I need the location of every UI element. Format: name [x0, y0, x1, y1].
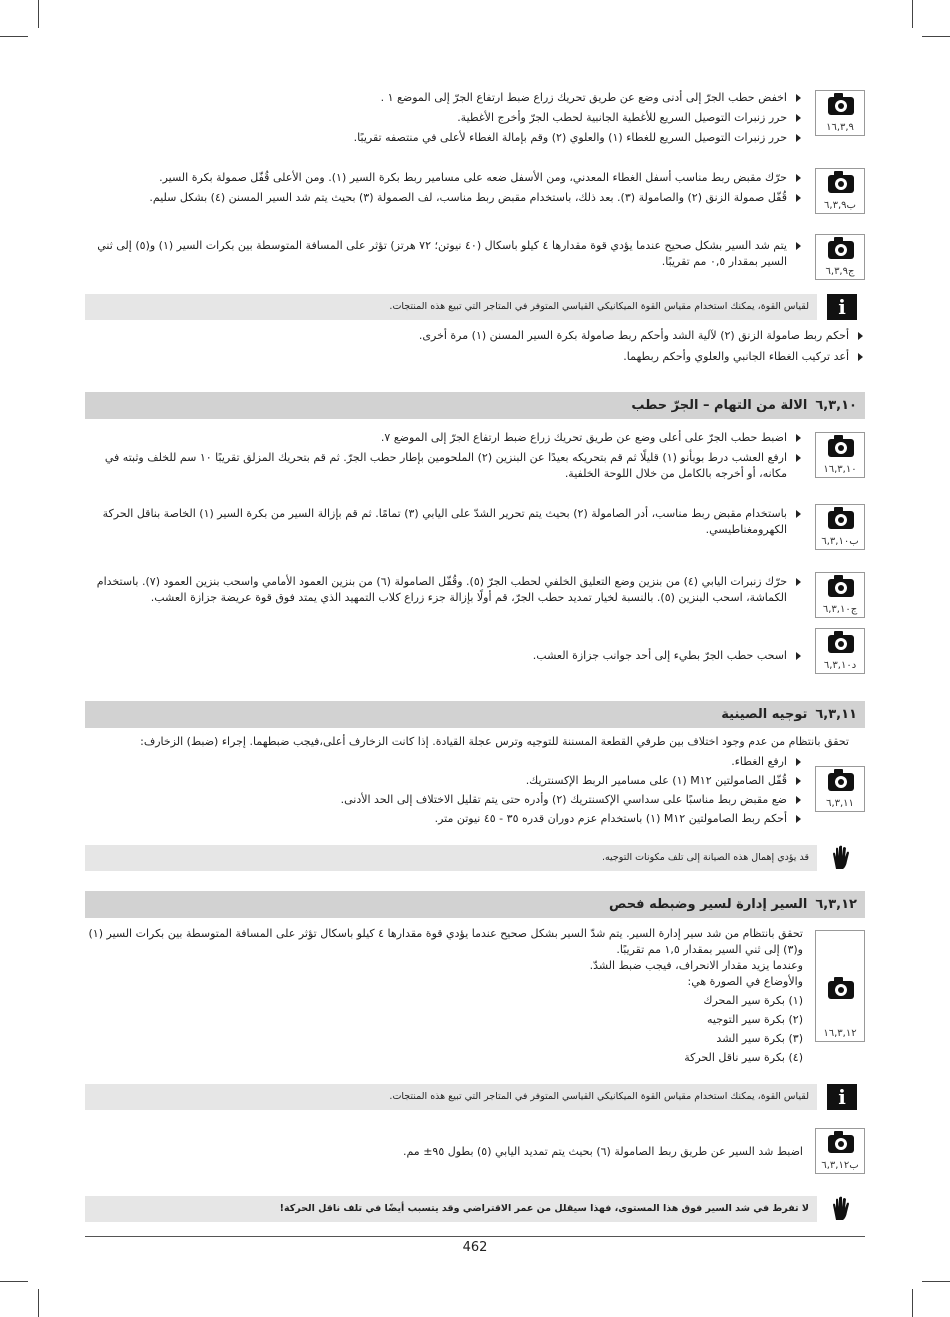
camera-icon — [815, 90, 865, 136]
section-header — [85, 392, 865, 419]
step-line: قُفّل صمولة الزنق (٢) والصامولة (٣). بعد ذلك، باستخدام مقبض ربط مناسب، لف الصمولة (٣) بحيث يتم شد السير المسنن (٤) بشكل سليم. — [85, 190, 803, 206]
step-block — [85, 430, 865, 488]
camera-icon — [815, 766, 865, 812]
section-title: السير إدارة لسير وضبطه فحص — [608, 897, 808, 912]
note-text: لا تفرط في شد السير فوق هذا المستوى، فهذا سيقلل من عمر الاقتراضي وقد يتسبب أيضًا في تلف ناقل الحركة! — [85, 1196, 817, 1222]
camera-icon — [815, 628, 865, 674]
crop-mark — [38, 0, 39, 28]
warning-note — [85, 1196, 865, 1222]
note-text: قد يؤدي إهمال هذه الصيانة إلى تلف مكونات التوجيه. — [85, 845, 817, 871]
camera-icon — [815, 572, 865, 618]
step-line: قُفّل الصامولتين M١٢ (١) على مسامير الربط الإكسنتريك. — [85, 773, 803, 789]
info-icon: i — [827, 294, 857, 320]
step-line: أحكم ربط الصامولتين M١٢ (١) باستخدام عزم دوران قدره ٣٥ - ٤٥ نيوتن متر. — [85, 811, 803, 827]
step-line: يتم شد السير بشكل صحيح عندما يؤدي قوة مقدارها ٤ كيلو باسكال (٤٠ نيوتن؛ ٧٢ هرتز) تؤثر على المسافة المتوسطة بين بكرات السير (١) و(٥) إلى ثني السير بمقدار ٠,٥ مم تقريبًا. — [85, 238, 803, 270]
step-block — [85, 754, 865, 838]
section-title: توجيه الصينية — [721, 707, 808, 722]
list-item: (٤) بكرة سير ناقل الحركة — [684, 1051, 803, 1064]
section-header — [85, 891, 865, 918]
figure-ref: ٦,٣,١١ — [826, 798, 854, 809]
step-line: اضبط حطب الجرّ على أعلى وضع عن طريق تحريك زراع ضبط ارتفاع الجرّ إلى الموضع ٧. — [85, 430, 803, 446]
camera-icon — [815, 930, 865, 1042]
crop-mark — [0, 36, 28, 37]
section-intro: تحقق بانتظام من عدم وجود اختلاف بين طرفي القطعة المسننة للتوجيه وترس عجلة القيادة. إذا كانت الزخارف أعلى،فيجب ضبطهما. إجراء (ضبط) الزخارف: — [140, 735, 849, 748]
camera-icon — [815, 168, 865, 214]
figure-ref: ١٦,٣,٩ — [826, 122, 854, 133]
hand-icon — [827, 1196, 857, 1222]
page-number: 462 — [462, 1240, 488, 1255]
crop-mark — [922, 1281, 950, 1282]
step-line: تحقق بانتظام من شد سير إدارة السير. يتم شدّ السير بشكل صحيح عندما يؤدي قوة مقدارها ٤ كيلو باسكال تؤثر على المسافة المتوسطة بين بكرات السير (١) و(٣) إلى ثني السير بمقدار ١,٥ مم تقريبًا. — [88, 927, 803, 956]
step-block — [85, 166, 865, 216]
step-line: وعندما يزيد مقدار الانحراف، فيجب ضبط الشدّ. — [589, 959, 803, 972]
info-note — [85, 1084, 865, 1110]
crop-mark — [912, 1289, 913, 1317]
step-block — [85, 626, 865, 676]
step-block — [85, 570, 865, 620]
figure-ref: ١٦,٣,١٠ — [823, 464, 857, 475]
step-line: باستخدام مقبض ربط مناسب، أدر الصامولة (٢) بحيث يتم تحرير الشدّ على اليابي (٣) تمامًا. ثم قم بإزالة السير من بكرة السير (١) الخاصة بناقل الحركة الكهرومغناطيسي. — [85, 506, 803, 538]
step-block — [85, 88, 865, 148]
figure-ref: د٦,٣,١٠ — [823, 660, 857, 671]
step-line: حرّك زنبرات اليابي (٤) من بنزين وضع التعليق الخلفي لحطب الجرّ (٥). وقُفّل الصامولة (٦) من بنزين العمود الأمامي واسحب بنزين العمود (٧). باستخدام الكماشة، اسحب البنزين (٥). بالنسبة لخيار تمديد حطب الجرّ، قم أولًا بإزالة جزء زراع كلاب التمهيد الذي يمتد فوق قوة عريضة جزازة العشب. — [85, 574, 803, 606]
list-item: (٢) بكرة سير التوجيه — [706, 1013, 803, 1026]
step-line: حرر زنبرات التوصيل السريع للغطاء (١) والعلوي (٢) وقم بإمالة الغطاء لأعلى في منتصفه تقريبًا. — [85, 130, 803, 146]
step-line: ارفع العشب درط بوبأنو (١) قليلًا ثم قم بتحريكه بعيدًا عن البنزين (٢) الملحومين بإطار حطب الجرّ. ثم قم بتحريك المزلق تقريبًا ١٠ سم للخلف وثبته في مكانه، أو أخرجه بالكامل من خلال اللوحة الخلفية. — [85, 450, 803, 482]
crop-mark — [0, 1281, 28, 1282]
step-block — [85, 502, 865, 556]
figure-ref: ج٦,٣,٩ — [825, 266, 855, 277]
crop-mark — [922, 36, 950, 37]
section-title: الالة من التهام – الجرّ حطب — [631, 398, 808, 413]
step-line: والأوضاع في الصورة هي: — [687, 975, 803, 988]
section-number: ٦,٣,١٢ — [815, 897, 857, 912]
info-note — [85, 294, 865, 320]
camera-icon — [815, 1128, 865, 1174]
step-line: أحكم ربط صامولة الزنق (٢) لآلية الشد وأحكم ربط صامولة بكرة السير المسنن (١) مرة أخرى. — [85, 328, 865, 344]
figure-ref: ١٦,٣,١٢ — [823, 1028, 857, 1039]
list-item: (١) بكرة سير المحرك — [703, 994, 803, 1007]
info-icon: i — [827, 1084, 857, 1110]
note-text: لقياس القوة، يمكنك استخدام مقياس القوة الميكانيكي القياسي المتوفر في المتاجر التي تبيع هذه المنتجات. — [85, 294, 817, 320]
step-line: اضبط شد السير عن طريق ربط الصامولة (٦) بحيث يتم تمديد اليابي (٥) بطول ٩٥± مم. — [402, 1145, 803, 1158]
step-block — [85, 232, 865, 282]
step-line: حرّك مقبض ربط مناسب أسفل الغطاء المعدني، ومن الأسفل ضعه على مسامير ربط بكرة السير (١). ومن الأعلى قُفّل صمولة بكرة السير. — [85, 170, 803, 186]
step-line: ضع مقبض ربط مناسبًا على سداسي الإكسنتريك (٢) وأدره حتى يتم تقليل الاختلاف إلى الحد الأدنى. — [85, 792, 803, 808]
step-line: حرر زنبرات التوصيل السريع للأغطية الجانبية لحطب الجرّ وأخرج الأغطية. — [85, 110, 803, 126]
step-block — [85, 926, 865, 1076]
warning-note — [85, 845, 865, 871]
step-line: اخفض حطب الجرّ إلى أدنى وضع عن طريق تحريك زراع ضبط ارتفاع الجرّ إلى الموضع ١ . — [85, 90, 803, 106]
section-header — [85, 701, 865, 728]
figure-ref: ب٦,٣,١٢ — [821, 1160, 859, 1171]
camera-icon — [815, 432, 865, 478]
crop-mark — [912, 0, 913, 28]
step-line: ارفع الغطاء. — [85, 754, 803, 770]
section-number: ٦,٣,١٠ — [815, 398, 857, 413]
note-text: لقياس القوة، يمكنك استخدام مقياس القوة الميكانيكي القياسي المتوفر في المتاجر التي تبيع هذه المنتجات. — [85, 1084, 817, 1110]
footer-rule — [85, 1236, 865, 1237]
section-number: ٦,٣,١١ — [815, 707, 857, 722]
figure-ref: ج٦,٣,١٠ — [822, 604, 858, 615]
figure-ref: ب٦,٣,١٠ — [821, 536, 859, 547]
crop-mark — [38, 1289, 39, 1317]
hand-icon — [827, 845, 857, 871]
camera-icon — [815, 234, 865, 280]
step-line: اسحب حطب الجرّ بطيء إلى أحد جوانب جزازة العشب. — [85, 648, 803, 664]
step-block — [85, 1126, 865, 1182]
camera-icon — [815, 504, 865, 550]
list-item: (٣) بكرة سير الشد — [716, 1032, 803, 1045]
figure-ref: ب٦,٣,٩ — [824, 200, 856, 211]
step-line: أعد تركيب الغطاء الجانبي والعلوي وأحكم ربطهما. — [85, 349, 865, 365]
